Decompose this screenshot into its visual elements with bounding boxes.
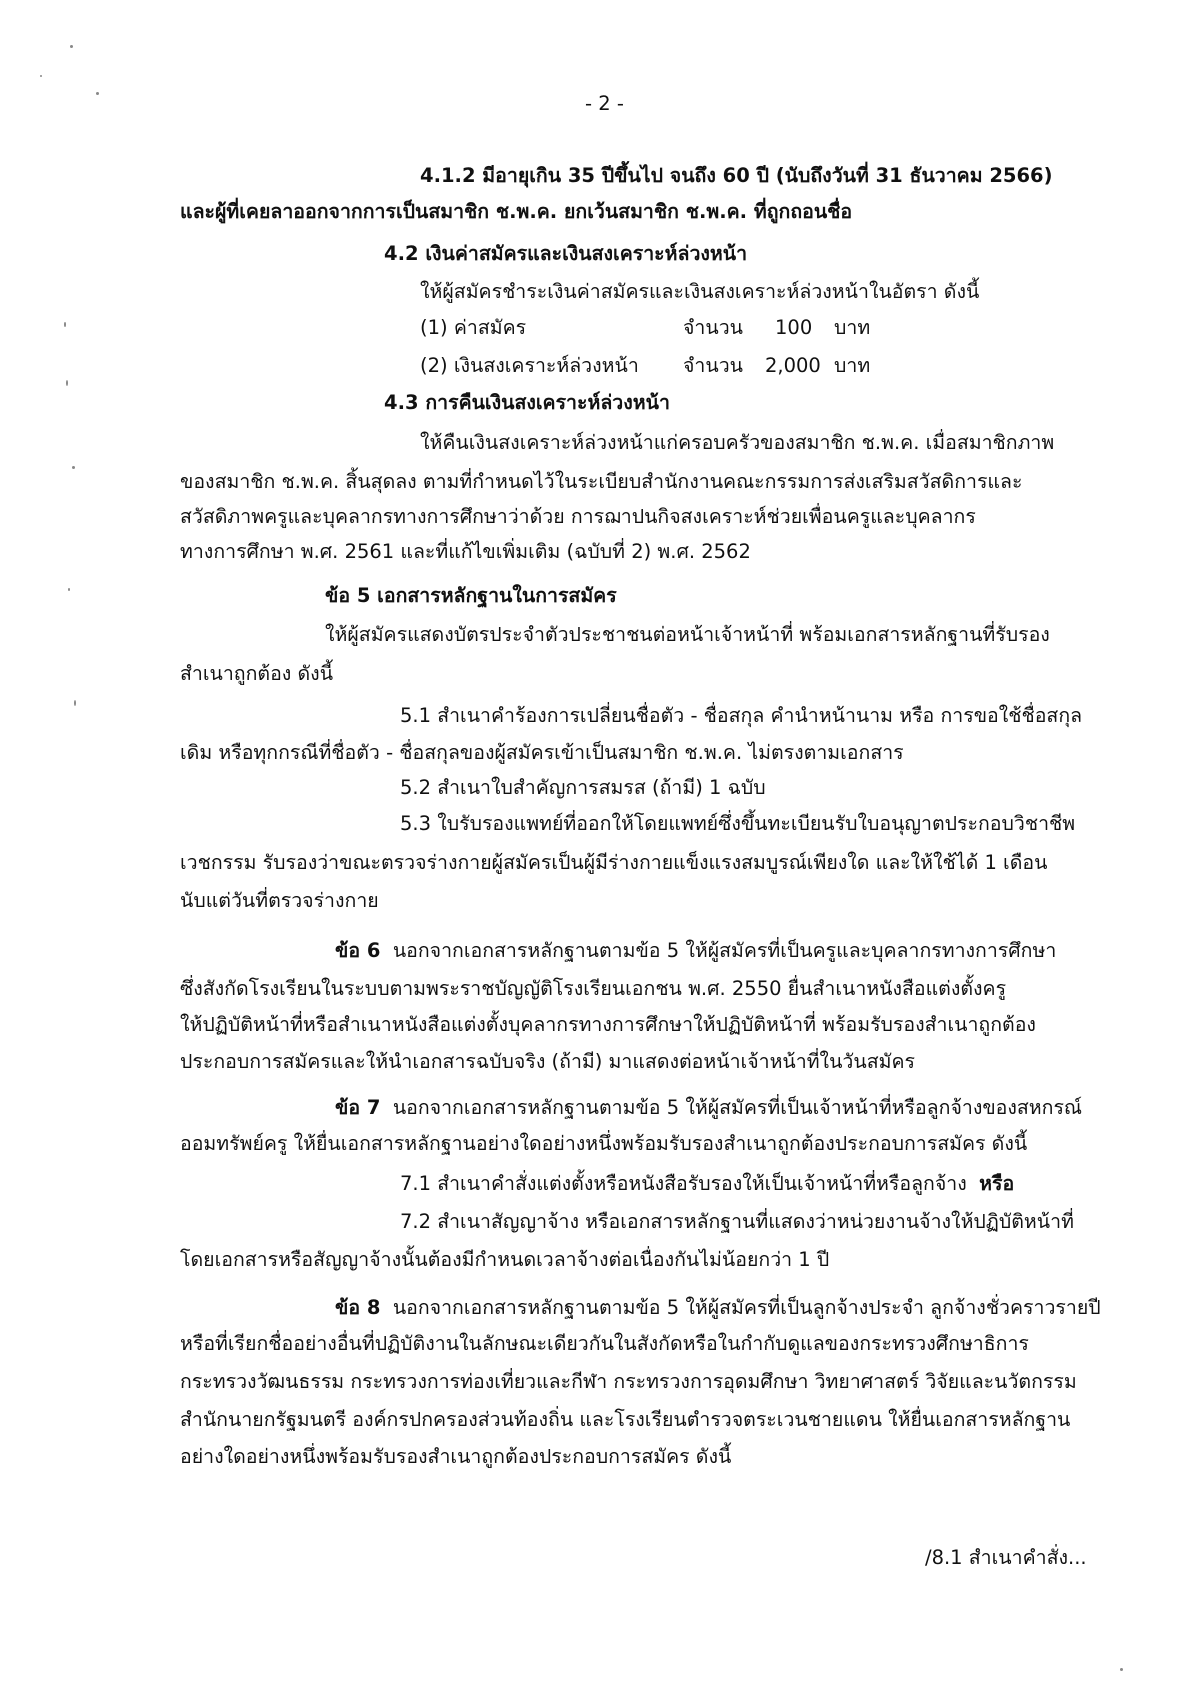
clause-6-line1-text: นอกจากเอกสารหลักฐานตามข้อ 5 ให้ผู้สมัครที่เป็นครูและบุคลากรทางการศึกษา xyxy=(392,939,1057,962)
section-4-1-2-line1 xyxy=(420,164,1053,188)
fee-amount: 2,000 xyxy=(765,354,821,377)
item-7-1-or: หรือ xyxy=(979,1172,1015,1195)
scan-speck xyxy=(40,75,42,77)
scan-speck xyxy=(74,700,76,706)
fee-unit: บาท xyxy=(834,354,871,377)
clause-8-line2: หรือที่เรียกชื่ออย่างอื่นที่ปฏิบัติงานในลักษณะเดียวกันในสังกัดหรือในกำกับดูแลของกระทรวงศึกษาธิการ xyxy=(180,1332,1029,1355)
fee-label: (1) ค่าสมัคร xyxy=(420,316,527,339)
item-5-3-line2: เวชกรรม รับรองว่าขณะตรวจร่างกายผู้สมัครเป็นผู้มีร่างกายแข็งแรงสมบูรณ์เพียงใด และให้ใช้ได้ 1 เดือน xyxy=(180,851,1048,874)
section-4-3-line2: ของสมาชิก ช.พ.ค. สิ้นสุดลง ตามที่กำหนดไว้ในระเบียบสำนักงานคณะกรรมการส่งเสริมสวัสดิการและ xyxy=(180,470,1023,493)
clause-6-line4: ประกอบการสมัครและให้นำเอกสารฉบับจริง (ถ้ามี) มาแสดงต่อหน้าเจ้าหน้าที่ในวันสมัคร xyxy=(180,1050,915,1073)
scan-speck xyxy=(96,92,99,95)
section-4-2-heading: 4.2 เงินค่าสมัครและเงินสงเคราะห์ล่วงหน้า xyxy=(384,242,748,265)
item-7-2-line1: 7.2 สำเนาสัญญาจ้าง หรือเอกสารหลักฐานที่แสดงว่าหน่วยงานจ้างให้ปฏิบัติหน้าที่ xyxy=(400,1210,1074,1233)
section-4-3-line1: ให้คืนเงินสงเคราะห์ล่วงหน้าแก่ครอบครัวของสมาชิก ช.พ.ค. เมื่อสมาชิกภาพ xyxy=(420,431,1055,454)
item-5-1-line1: 5.1 สำเนาคำร้องการเปลี่ยนชื่อตัว - ชื่อสกุล คำนำหน้านาม หรือ การขอใช้ชื่อสกุล xyxy=(400,704,1083,727)
scan-speck xyxy=(64,322,66,327)
clause-6-line2: ซึ่งสังกัดโรงเรียนในระบบตามพระราชบัญญัติโรงเรียนเอกชน พ.ศ. 2550 ยื่นสำเนาหนังสือแต่งตั้งครู xyxy=(180,977,1007,1000)
item-5-2: 5.2 สำเนาใบสำคัญการสมรส (ถ้ามี) 1 ฉบับ xyxy=(400,776,766,799)
item-7-2-line2: โดยเอกสารหรือสัญญาจ้างนั้นต้องมีกำหนดเวลาจ้างต่อเนื่องกันไม่น้อยกว่า 1 ปี xyxy=(180,1248,830,1271)
clause-8-line1 xyxy=(335,1296,1101,1320)
section-4-3-line4: ทางการศึกษา พ.ศ. 2561 และที่แก้ไขเพิ่มเติม (ฉบับที่ 2) พ.ศ. 2562 xyxy=(180,540,751,563)
fee-qty: จำนวน xyxy=(683,354,743,377)
section-4-1-2-line2: และผู้ที่เคยลาออกจากการเป็นสมาชิก ช.พ.ค. ยกเว้นสมาชิก ช.พ.ค. ที่ถูกถอนชื่อ xyxy=(180,200,853,223)
fee-label: (2) เงินสงเคราะห์ล่วงหน้า xyxy=(420,354,639,377)
scan-speck xyxy=(68,588,70,591)
scan-speck xyxy=(72,466,75,469)
scan-speck xyxy=(66,380,68,386)
fee-unit: บาท xyxy=(834,316,871,339)
item-7-1 xyxy=(400,1172,1014,1196)
item-5-3-line3: นับแต่วันที่ตรวจร่างกาย xyxy=(180,889,379,912)
fee-amount: 100 xyxy=(775,316,813,339)
section-4-2-intro: ให้ผู้สมัครชำระเงินค่าสมัครและเงินสงเคราะห์ล่วงหน้าในอัตรา ดังนี้ xyxy=(420,280,980,303)
clause-7-label: ข้อ 7 xyxy=(335,1096,381,1119)
section-4-3-heading: 4.3 การคืนเงินสงเคราะห์ล่วงหน้า xyxy=(384,391,670,414)
clause-5-line2: สำเนาถูกต้อง ดังนี้ xyxy=(180,662,334,685)
clause-7-line2: ออมทรัพย์ครู ให้ยื่นเอกสารหลักฐานอย่างใดอย่างหนึ่งพร้อมรับรองสำเนาถูกต้องประกอบการสมัคร ดังนี้ xyxy=(180,1132,1028,1155)
scan-speck xyxy=(1120,1668,1123,1671)
clause-8-line1-text: นอกจากเอกสารหลักฐานตามข้อ 5 ให้ผู้สมัครที่เป็นลูกจ้างประจำ ลูกจ้างชั่วคราวรายปี xyxy=(392,1296,1101,1319)
clause-7-line1-text: นอกจากเอกสารหลักฐานตามข้อ 5 ให้ผู้สมัครที่เป็นเจ้าหน้าที่หรือลูกจ้างของสหกรณ์ xyxy=(392,1096,1083,1119)
item-5-3-line1: 5.3 ใบรับรองแพทย์ที่ออกให้โดยแพทย์ซึ่งขึ้นทะเบียนรับใบอนุญาตประกอบวิชาชีพ xyxy=(400,812,1076,835)
clause-8-line4: สำนักนายกรัฐมนตรี องค์กรปกครองส่วนท้องถิ่น และโรงเรียนตำรวจตระเวนชายแดน ให้ยื่นเอกสารหลักฐาน xyxy=(180,1408,1071,1431)
clause-6-line1 xyxy=(335,939,1056,963)
scan-speck xyxy=(70,45,73,48)
clause-8-line3: กระทรวงวัฒนธรรม กระทรวงการท่องเที่ยวและกีฬา กระทรวงการอุดมศึกษา วิทยาศาสตร์ วิจัยและนวัตกรรม xyxy=(180,1370,1077,1393)
section-4-1-2-text: 4.1.2 มีอายุเกิน 35 ปีขึ้นไป จนถึง 60 ปี (นับถึงวันที่ 31 ธันวาคม 2566) xyxy=(420,164,1053,187)
clause-8-label: ข้อ 8 xyxy=(335,1296,381,1319)
continuation-marker: /8.1 สำเนาคำสั่ง... xyxy=(925,1546,1087,1569)
clause-5-line1: ให้ผู้สมัครแสดงบัตรประจำตัวประชาชนต่อหน้าเจ้าหน้าที่ พร้อมเอกสารหลักฐานที่รับรอง xyxy=(325,623,1050,646)
item-7-1-text: 7.1 สำเนาคำสั่งแต่งตั้งหรือหนังสือรับรองให้เป็นเจ้าหน้าที่หรือลูกจ้าง xyxy=(400,1172,967,1195)
clause-7-line1 xyxy=(335,1096,1082,1120)
clause-6-line3: ให้ปฏิบัติหน้าที่หรือสำเนาหนังสือแต่งตั้งบุคลากรทางการศึกษาให้ปฏิบัติหน้าที่ พร้อมรับรองสำเนาถูกต้อง xyxy=(180,1013,1036,1036)
item-5-1-line2: เดิม หรือทุกกรณีที่ชื่อตัว - ชื่อสกุลของผู้สมัครเข้าเป็นสมาชิก ช.พ.ค. ไม่ตรงตามเอกสาร xyxy=(180,741,904,764)
section-4-3-line3: สวัสดิภาพครูและบุคลากรทางการศึกษาว่าด้วย การฌาปนกิจสงเคราะห์ช่วยเพื่อนครูและบุคลากร xyxy=(180,505,976,528)
clause-8-line5: อย่างใดอย่างหนึ่งพร้อมรับรองสำเนาถูกต้องประกอบการสมัคร ดังนี้ xyxy=(180,1445,732,1468)
clause-5-heading-text: ข้อ 5 เอกสารหลักฐานในการสมัคร xyxy=(325,584,617,607)
clause-6-label: ข้อ 6 xyxy=(335,939,381,962)
fee-qty: จำนวน xyxy=(683,316,743,339)
page-number: - 2 - xyxy=(585,92,624,115)
clause-5-heading xyxy=(325,584,617,608)
